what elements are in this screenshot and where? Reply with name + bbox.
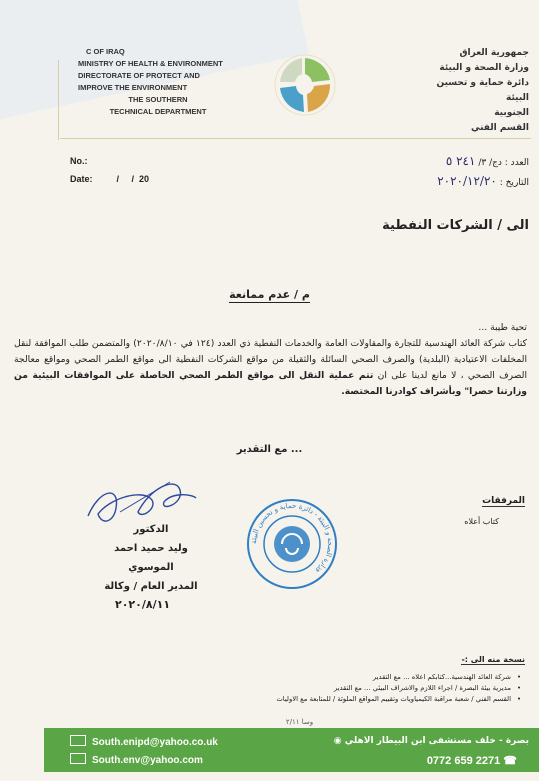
phone-icon: ☎ <box>503 755 517 767</box>
stamp-text: وزارة الصحة و البيئة - دائرة حماية و تحسين البيئة <box>249 501 335 576</box>
cc-list <box>31 672 521 705</box>
arabic-letterhead <box>419 46 529 136</box>
phone-text: 0772 659 2271 <box>426 755 501 767</box>
letterhead-line: MINISTRY OF HEALTH & ENVIRONMENT <box>78 59 223 68</box>
signatory-position: المدير العام / وكالة <box>104 581 198 592</box>
letterhead-line: دائرة حماية و تحسين البيئة <box>436 78 529 103</box>
location-icon: ◉ <box>333 736 342 746</box>
date-value: / / 20 <box>116 174 150 184</box>
cc-item: • مديرية بيئة البصرة / اجراء اللازم والاشراف البيئي ... مع التقدير <box>31 683 521 694</box>
greeting: تحية طيبة ... <box>478 322 527 333</box>
footer-address <box>334 736 529 746</box>
footer-email-1[interactable] <box>70 734 218 748</box>
official-stamp-icon <box>246 498 338 590</box>
signature-block <box>92 520 210 596</box>
reference-ar <box>437 152 529 192</box>
number-label: No.: <box>70 156 88 166</box>
letterhead-line: وزارة الصحة و البيئة <box>439 63 529 73</box>
email-text: South.env@yahoo.com <box>92 755 203 766</box>
envelope-icon <box>70 753 86 764</box>
signatory-title: الدكتور <box>133 524 169 535</box>
regards: ... مع التقدير <box>236 444 303 455</box>
ministry-logo-icon <box>272 52 338 118</box>
ar-number-label: العدد : دج/ ٣/ <box>478 158 529 168</box>
address-text: بصرة - خلف مستشفى ابن البيطار الاهلي <box>344 736 529 746</box>
attachments-label: المرفقات <box>482 496 525 506</box>
cc-label: نسخة منه الى :- <box>461 655 525 664</box>
divider <box>58 60 59 140</box>
divider <box>60 138 531 139</box>
letterhead-line: DIRECTORATE OF PROTECT AND <box>78 71 200 80</box>
signature-date: ٢٠٢٠/٨/١١ <box>115 598 171 611</box>
letterhead-line: THE SOUTHERN <box>128 95 188 104</box>
body-paragraph <box>14 336 527 400</box>
letterhead-line: TECHNICAL DEPARTMENT <box>109 107 207 116</box>
letterhead-line: الجنوبية <box>494 108 529 118</box>
ar-date-label: التاريخ : <box>499 178 529 188</box>
cc-item: • شركة العائد الهندسية...كتابكم اعلاه ... مع التقدير <box>31 672 521 683</box>
subject-text: م / عدم ممانعة <box>229 288 310 301</box>
footer-email-2[interactable] <box>70 752 203 766</box>
ar-number-value: ٢٤١ ٥ <box>445 154 476 168</box>
letterhead-line: جمهورية العراق <box>459 48 529 58</box>
cc-item: • القسم الفني / شعبة مراقبة الكيمياويات وتقييم المواقع الملوثة / للمتابعة مع الاوليات <box>31 694 521 705</box>
subject-line <box>0 288 539 301</box>
letter-body <box>14 320 527 400</box>
recipient: الى / الشركات النفطية <box>382 218 529 233</box>
english-letterhead <box>78 46 238 118</box>
letterhead-line: القسم الفني <box>470 123 529 133</box>
date-label: Date: <box>70 174 93 184</box>
body-text: كتاب شركة العائد الهندسية للتجارة والمقاولات العامة والخدمات النفطية ذي العدد (١٢٤ في ٢٠٢٠/٨/١٠) والمتضمن طلب الموافقة لنقل المخلفات الاعتيادية (البلدية) والصرف الصحي السائلة والثقيلة من مواقع الشركات النفطية الى مواقع الطمر الصحي ومواقع معالجة الصرف الصحي ، لا مانع لدينا على ان <box>14 338 528 381</box>
attachment-item: كتاب أعلاه <box>464 517 499 526</box>
letterhead-line: C OF IRAQ <box>86 47 125 56</box>
body-text-bold: تتم عملية النقل الى مواقع الطمر الصحي الحاصلة على الموافقات البيئية من وزارتنا حصرا" وبأشراف كوادرنا المختصة. <box>14 370 527 397</box>
envelope-icon <box>70 735 86 746</box>
letterhead-line: IMPROVE THE ENVIRONMENT <box>78 83 188 92</box>
reference-en <box>70 152 149 188</box>
footer-bar <box>44 728 539 772</box>
email-text: South.enipd@yahoo.co.uk <box>92 737 218 748</box>
footer-phone[interactable] <box>427 754 517 767</box>
handwritten-note: وسا ٢/١١ <box>285 718 314 726</box>
signatory-name: وليد حميد احمد الموسوي <box>114 543 188 573</box>
ar-date-value: ٢٠٢٠/١٢/٢٠ <box>437 174 497 188</box>
